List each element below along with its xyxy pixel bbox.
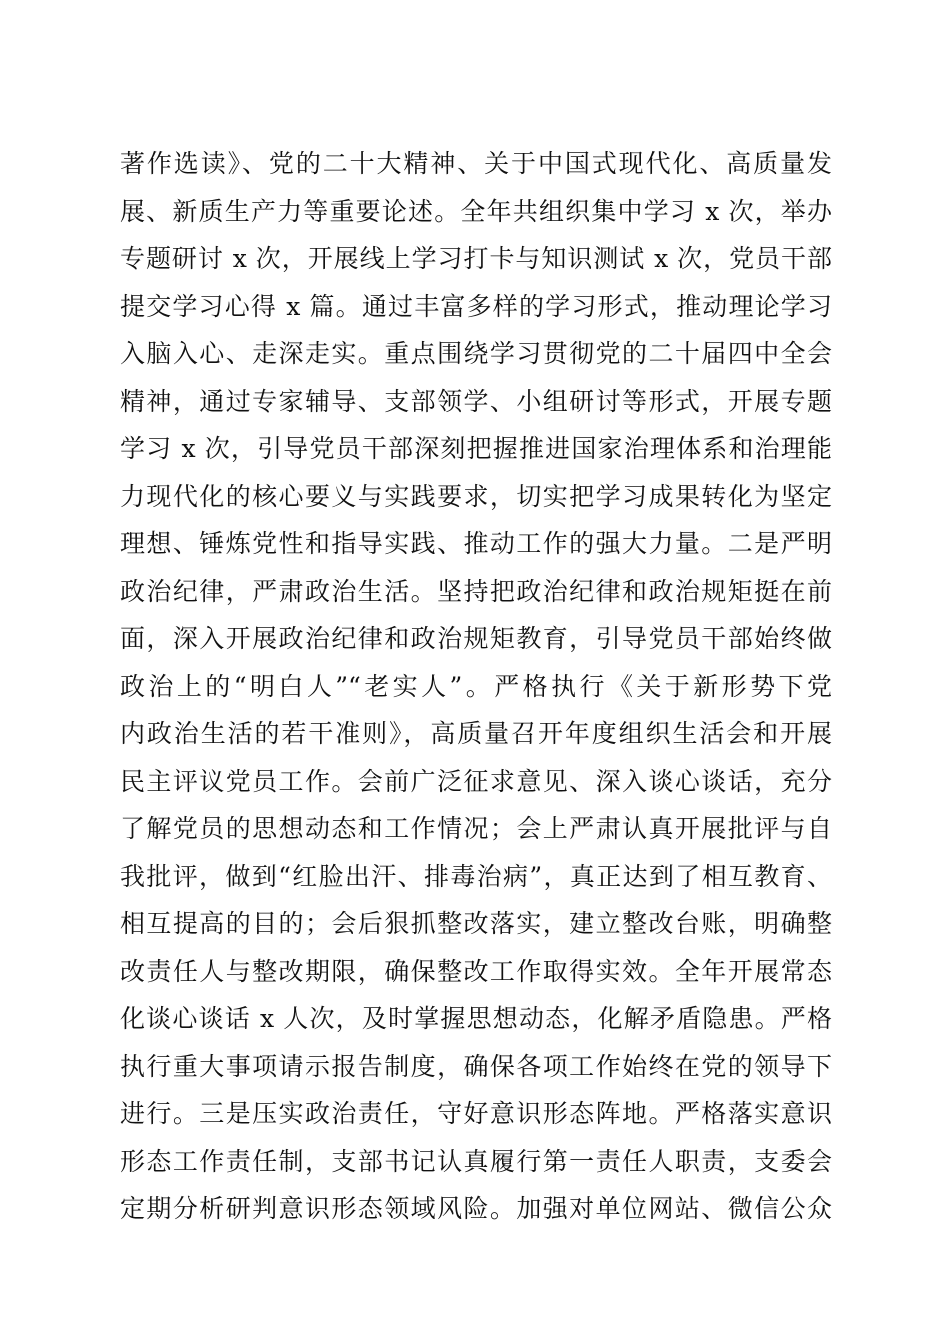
text-line: 执行重大事项请示报告制度，确保各项工作始终在党的领导下 [120, 1051, 832, 1081]
text-line: 学习 x 次，引导党员干部深刻把握推进国家治理体系和治理能 [120, 434, 832, 463]
text-line: 政治上的“明白人”“老实人”。严格执行《关于新形势下党 [120, 671, 832, 701]
text-line: 精神，通过专家辅导、支部领学、小组研讨等形式，开展专题 [120, 386, 832, 416]
text-line: 了解党员的思想动态和工作情况；会上严肃认真开展批评与自 [120, 814, 832, 843]
body-paragraph [120, 140, 832, 1233]
text-line: 化谈心谈话 x 人次，及时掌握思想动态，化解矛盾隐患。严格 [120, 1004, 832, 1033]
text-line: 相互提高的目的；会后狠抓整改落实，建立整改台账，明确整 [120, 909, 832, 938]
text-line: 内政治生活的若干准则》，高质量召开年度组织生活会和开展 [120, 719, 832, 748]
text-line: 展、新质生产力等重要论述。全年共组织集中学习 x 次，举办 [120, 196, 832, 226]
text-line: 提交学习心得 x 篇。通过丰富多样的学习形式，推动理论学习 [120, 291, 832, 321]
text-line: 改责任人与整改期限，确保整改工作取得实效。全年开展常态 [120, 956, 832, 986]
text-line: 力现代化的核心要义与实践要求，切实把学习成果转化为坚定 [120, 481, 832, 511]
text-line: 面，深入开展政治纪律和政治规矩教育，引导党员干部始终做 [120, 624, 832, 653]
text-line: 定期分析研判意识形态领域风险。加强对单位网站、微信公众 [120, 1194, 832, 1223]
text-line: 形态工作责任制，支部书记认真履行第一责任人职责，支委会 [120, 1146, 832, 1176]
text-line: 入脑入心、走深走实。重点围绕学习贯彻党的二十届四中全会 [120, 339, 832, 368]
text-line: 理想、锤炼党性和指导实践、推动工作的强大力量。二是严明 [120, 529, 832, 558]
text-line: 民主评议党员工作。会前广泛征求意见、深入谈心谈话，充分 [120, 766, 832, 796]
text-line: 著作选读》、党的二十大精神、关于中国式现代化、高质量发 [120, 149, 832, 178]
text-line: 进行。三是压实政治责任，守好意识形态阵地。严格落实意识 [120, 1099, 832, 1128]
text-line: 专题研讨 x 次，开展线上学习打卡与知识测试 x 次，党员干部 [120, 244, 832, 273]
text-line: 我批评，做到“红脸出汗、排毒治病”，真正达到了相互教育、 [120, 861, 832, 891]
text-line: 政治纪律，严肃政治生活。坚持把政治纪律和政治规矩挺在前 [120, 576, 832, 606]
